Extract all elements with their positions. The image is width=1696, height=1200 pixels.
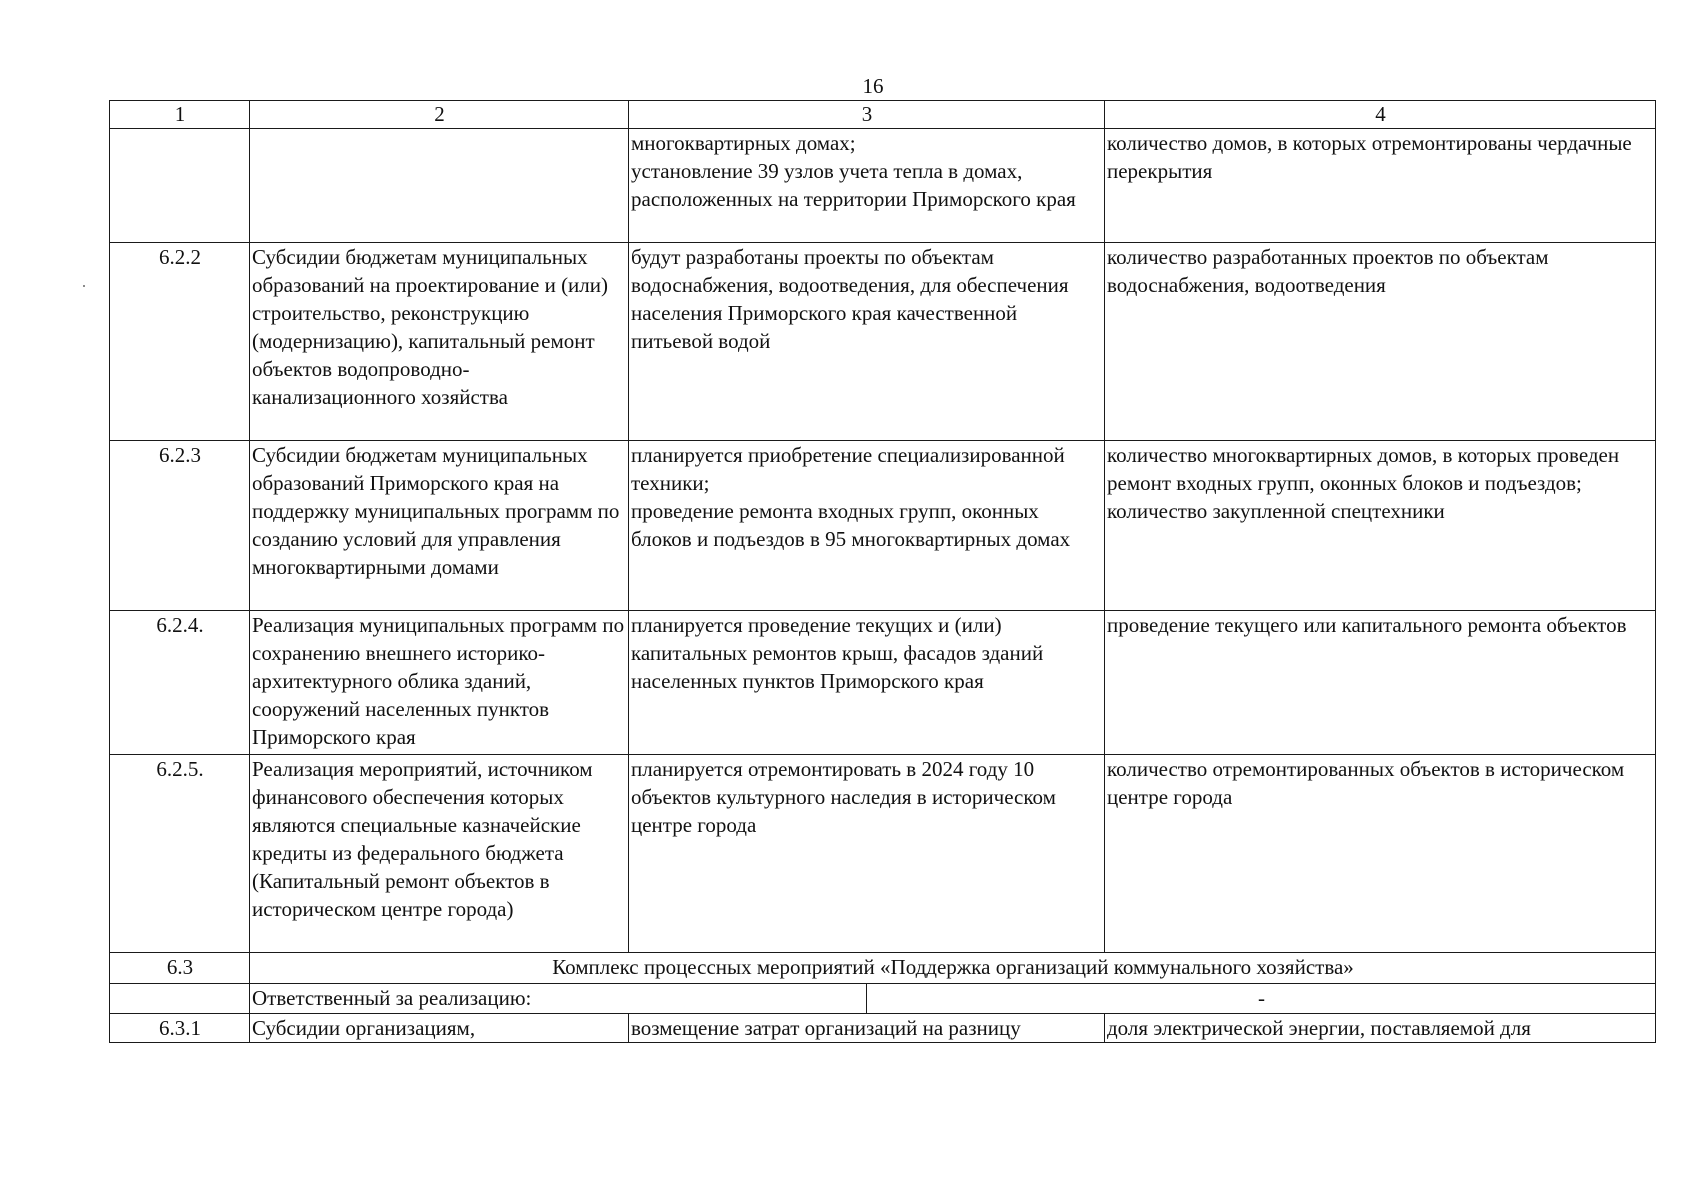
header-row <box>110 101 1656 129</box>
row-number: 6.2.3 <box>110 441 250 611</box>
row-number <box>110 129 250 243</box>
header-col-4: 4 <box>1105 101 1656 129</box>
header-col-3: 3 <box>629 101 1105 129</box>
expected-result: многоквартирных домах; установление 39 узлов учета тепла в домах, расположенных на территории Приморского края <box>629 129 1105 243</box>
header-col-2: 2 <box>250 101 629 129</box>
page-number: 16 <box>862 74 884 98</box>
section-number: 6.3 <box>110 953 250 984</box>
indicator: количество домов, в которых отремонтированы чердачные перекрытия <box>1105 129 1656 243</box>
table-row <box>110 611 1656 755</box>
measures-table <box>109 100 1656 1043</box>
scan-speck <box>83 285 85 287</box>
expected-result: будут разработаны проекты по объектам водоснабжения, водоотведения, для обеспечения населения Приморского края качественной питьевой водой <box>629 243 1105 441</box>
responsible-value: - <box>867 984 1656 1014</box>
expected-result: возмещение затрат организаций на разницу <box>629 1014 1105 1043</box>
header-col-1: 1 <box>110 101 250 129</box>
indicator: количество разработанных проектов по объектам водоснабжения, водоотведения <box>1105 243 1656 441</box>
row-number: 6.2.2 <box>110 243 250 441</box>
measure-name: Субсидии бюджетам муниципальных образований Приморского края на поддержку муниципальных программ по созданию условий для управления многоквартирными домами <box>250 441 629 611</box>
measure-name: Реализация муниципальных программ по сохранению внешнего историко-архитектурного облика зданий, сооружений населенных пунктов Приморского края <box>250 611 629 755</box>
table-row <box>110 243 1656 441</box>
table-row <box>110 755 1656 953</box>
table-row <box>110 129 1656 243</box>
expected-result: планируется отремонтировать в 2024 году 10 объектов культурного наследия в историческом центре города <box>629 755 1105 953</box>
responsible-row <box>110 984 1656 1014</box>
measure-name: Субсидии организациям, <box>250 1014 629 1043</box>
measure-name <box>250 129 629 243</box>
indicator: проведение текущего или капитального ремонта объектов <box>1105 611 1656 755</box>
table-row <box>110 1014 1656 1043</box>
responsible-label: Ответственный за реализацию: <box>250 984 867 1014</box>
indicator: доля электрической энергии, поставляемой для <box>1105 1014 1656 1043</box>
expected-result: планируется проведение текущих и (или) капитальных ремонтов крыш, фасадов зданий населенных пунктов Приморского края <box>629 611 1105 755</box>
measure-name: Реализация мероприятий, источником финансового обеспечения которых являются специальные казначейские кредиты из федерального бюджета (Капитальный ремонт объектов в историческом центре города) <box>250 755 629 953</box>
table-row <box>110 441 1656 611</box>
row-number: 6.2.4. <box>110 611 250 755</box>
indicator: количество отремонтированных объектов в историческом центре города <box>1105 755 1656 953</box>
row-number: 6.2.5. <box>110 755 250 953</box>
measure-name: Субсидии бюджетам муниципальных образований на проектирование и (или) строительство, реконструкцию (модернизацию), капитальный ремонт объектов водопроводно-канализационного хозяйства <box>250 243 629 441</box>
indicator: количество многоквартирных домов, в которых проведен ремонт входных групп, оконных блоков и подъездов; количество закупленной спецтехники <box>1105 441 1656 611</box>
section-row <box>110 953 1656 984</box>
responsible-empty-cell <box>110 984 250 1014</box>
expected-result: планируется приобретение специализированной техники; проведение ремонта входных групп, оконных блоков и подъездов в 95 многоквартирных домах <box>629 441 1105 611</box>
row-number: 6.3.1 <box>110 1014 250 1043</box>
section-title: Комплекс процессных мероприятий «Поддержка организаций коммунального хозяйства» <box>250 953 1656 984</box>
